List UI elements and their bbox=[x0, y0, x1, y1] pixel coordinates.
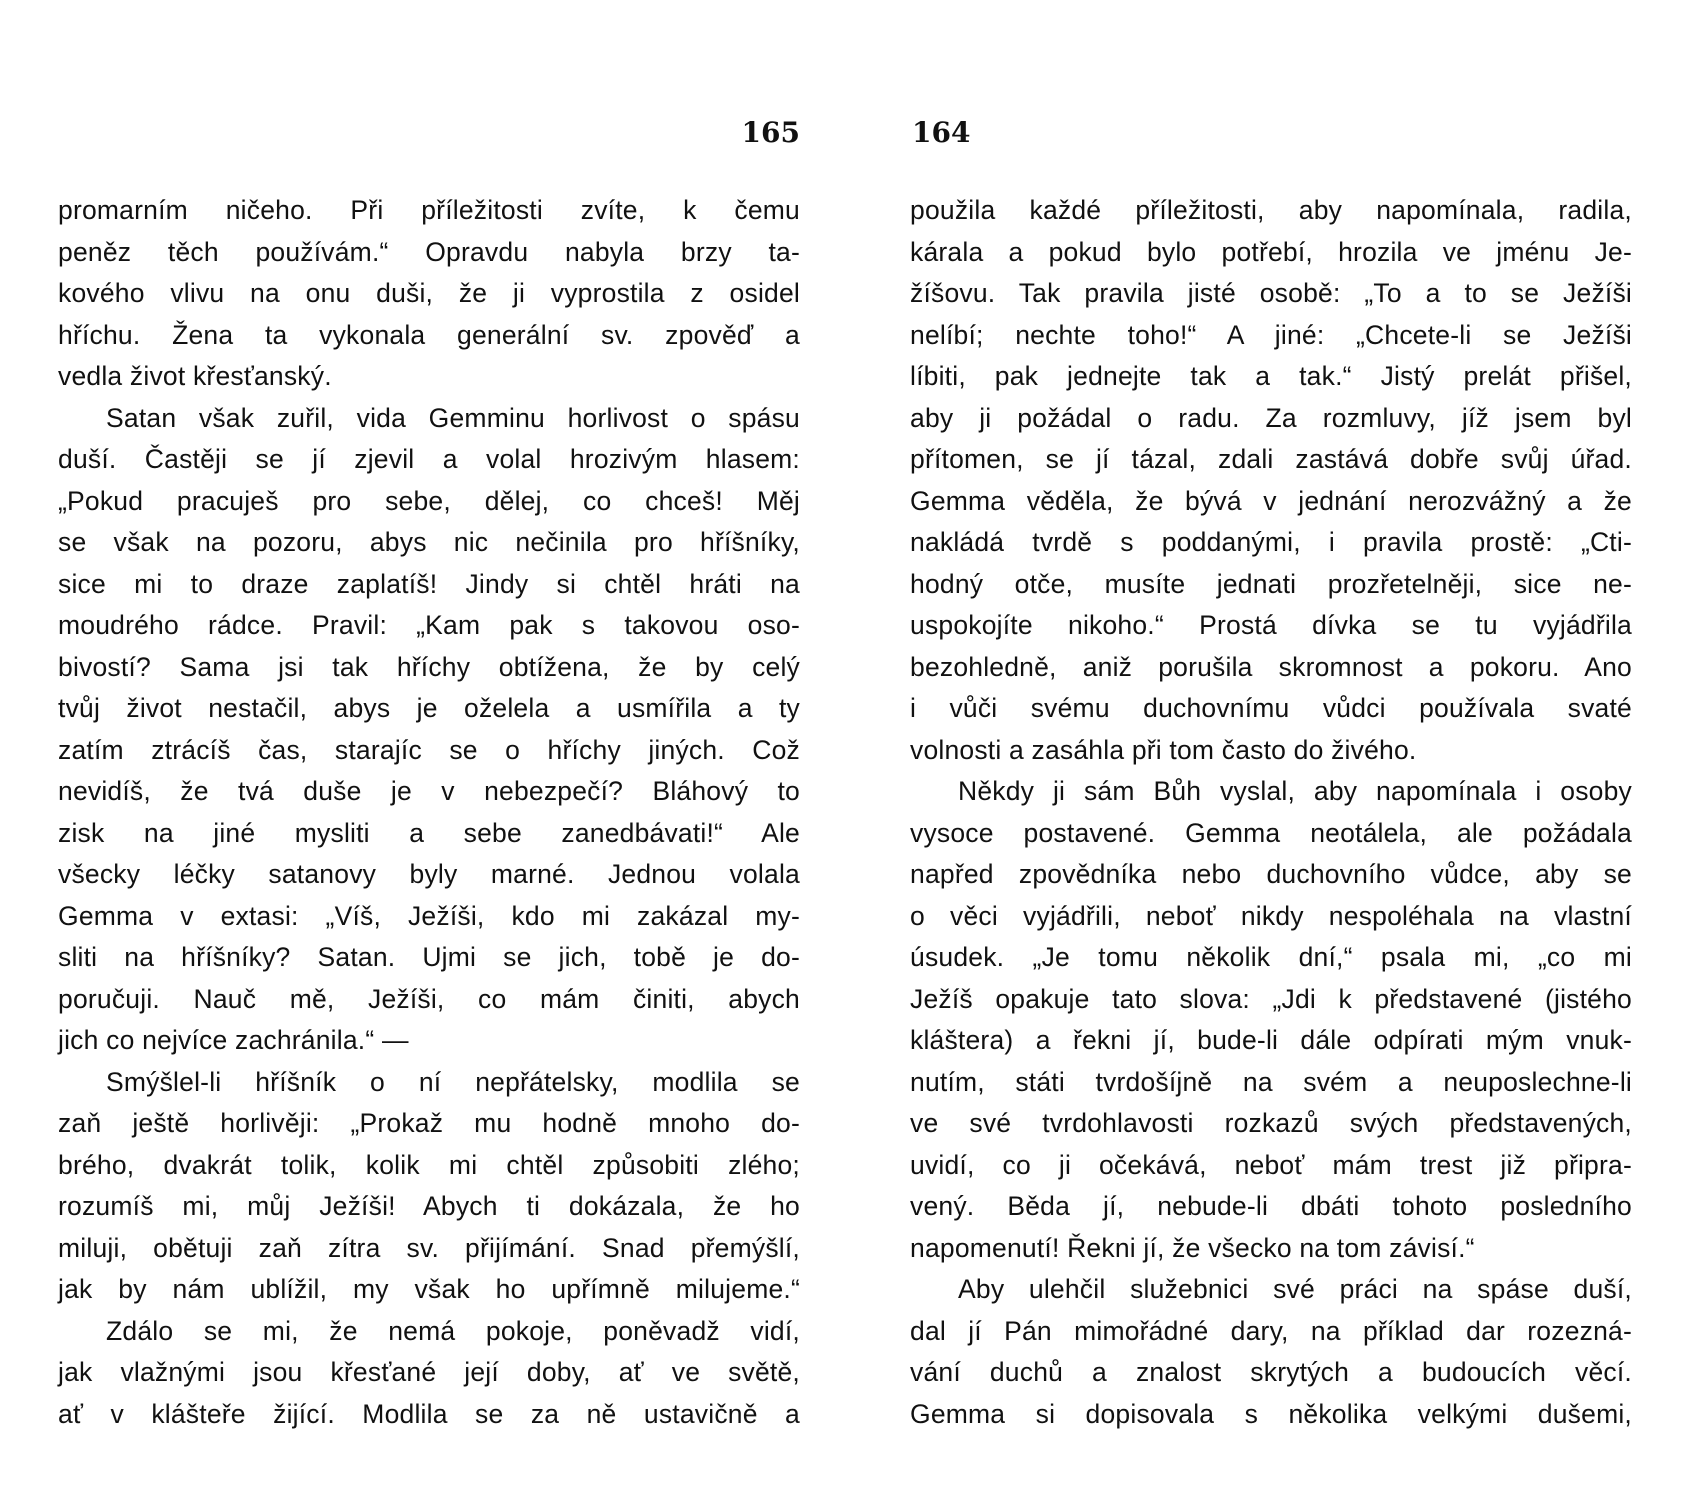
text-line: Někdy ji sám Bůh vyslal, aby napomínala i osoby bbox=[958, 776, 1632, 806]
text-line: zatím ztrácíš čas, starajíc se o hříchy jiných. Což bbox=[58, 734, 800, 765]
text-line: tvůj život nestačil, abys je oželela a usmířila a ty bbox=[58, 693, 800, 723]
text-line: nelíbí; nechte toho!“ A jiné: „Chcete-li se Ježíši bbox=[910, 319, 1632, 350]
text-line: miluji, obětuji zaň zítra sv. přijímání. Snad přemýšlí, bbox=[58, 1232, 800, 1263]
text-line: duší. Častěji se jí zjevil a volal hrozivým hlasem: bbox=[58, 444, 800, 474]
text-line: žíšovu. Tak pravila jisté osobě: „To a to se Ježíši bbox=[910, 278, 1632, 308]
text-line: všecky léčky satanovy byly marné. Jednou volala bbox=[58, 859, 800, 889]
text-line: vený. Běda jí, nebude-li dbáti tohoto posledního bbox=[910, 1191, 1632, 1221]
text-line: i vůči svému duchovnímu vůdci používala svaté bbox=[910, 693, 1632, 723]
text-line: vání duchů a znalost skrytých a budoucích věcí. bbox=[910, 1357, 1632, 1387]
text-line: dal jí Pán mimořádné dary, na příklad dar rozezná- bbox=[910, 1315, 1632, 1346]
text-line: sice mi to draze zaplatíš! Jindy si chtěl hráti na bbox=[58, 568, 800, 599]
text-line: líbiti, pak jednejte tak a tak.“ Jistý prelát přišel, bbox=[910, 361, 1632, 391]
text-line: hodný otče, musíte jednati prozřetelněji, sice ne- bbox=[910, 568, 1632, 599]
text-line: ve své tvrdohlavosti rozkazů svých představených, bbox=[910, 1108, 1632, 1138]
text-line: napřed zpovědníka nebo duchovního vůdce, aby se bbox=[910, 859, 1632, 889]
right-page-text bbox=[910, 190, 1632, 1435]
text-line: napomenutí! Řekni jí, že všecko na tom závisí.“ bbox=[910, 1232, 1475, 1263]
text-line: nakládá tvrdě s poddanými, i pravila prostě: „Cti- bbox=[910, 527, 1632, 557]
text-line: bezohledně, aniž porušila skromnost a pokoru. Ano bbox=[910, 651, 1632, 682]
text-line: „Pokud pracuješ pro sebe, dělej, co chceš! Měj bbox=[58, 485, 800, 516]
text-line: vysoce postavené. Gemma neotálela, ale požádala bbox=[910, 817, 1632, 848]
text-line: zisk na jiné mysliti a sebe zanedbávati!“ Ale bbox=[58, 817, 800, 848]
text-line: jak vlažnými jsou křesťané její doby, ať ve světě, bbox=[58, 1357, 800, 1387]
text-line: uspokojíte nikoho.“ Prostá dívka se tu vyjádřila bbox=[910, 610, 1632, 640]
text-line: Smýšlel-li hříšník o ní nepřátelsky, modlila se bbox=[106, 1066, 800, 1097]
text-line: poručuji. Nauč mě, Ježíši, co mám činiti, abych bbox=[58, 983, 800, 1014]
text-line: Ježíš opakuje tato slova: „Jdi k představené (jistého bbox=[910, 983, 1632, 1014]
text-line: uvidí, co ji očekává, neboť mám trest již připra- bbox=[910, 1149, 1632, 1180]
text-line: jich co nejvíce zachránila.“ — bbox=[58, 1025, 409, 1055]
text-line: ať v klášteře žijící. Modlila se za ně ustavičně a bbox=[58, 1398, 800, 1429]
right-page-number: 164 bbox=[912, 116, 971, 149]
text-line: kárala a pokud bylo potřebí, hrozila ve jménu Je- bbox=[910, 236, 1632, 267]
text-line: rozumíš mi, můj Ježíši! Abych ti dokázala, že ho bbox=[58, 1191, 800, 1221]
text-line: nutím, státi tvrdošíjně na svém a neuposlechne-li bbox=[910, 1066, 1632, 1097]
text-line: Gemma věděla, že bývá v jednání nerozvážný a že bbox=[910, 485, 1632, 516]
text-line: bivostí? Sama jsi tak hříchy obtížena, že by celý bbox=[58, 651, 800, 682]
text-line: volnosti a zasáhla při tom často do živého. bbox=[910, 734, 1417, 765]
text-line: kového vlivu na onu duši, že ji vyprostila z osidel bbox=[58, 278, 800, 308]
text-line: se však na pozoru, abys nic nečinila pro hříšníky, bbox=[58, 527, 800, 557]
text-line: Aby ulehčil služebnici své práci na spáse duší, bbox=[958, 1274, 1632, 1304]
text-line: sliti na hříšníky? Satan. Ujmi se jich, tobě je do- bbox=[58, 942, 800, 972]
text-line: použila každé příležitosti, aby napomínala, radila, bbox=[910, 195, 1632, 225]
text-line: kláštera) a řekni jí, bude-li dále odpírati mým vnuk- bbox=[910, 1025, 1632, 1055]
text-line: promarním ničeho. Při příležitosti zvíte, k čemu bbox=[58, 195, 800, 225]
text-line: aby ji požádal o radu. Za rozmluvy, jíž jsem byl bbox=[910, 402, 1632, 433]
left-page-text bbox=[58, 190, 800, 1435]
text-line: hříchu. Žena ta vykonala generální sv. zpověď a bbox=[58, 319, 800, 350]
text-line: nevidíš, že tvá duše je v nebezpečí? Bláhový to bbox=[58, 776, 800, 806]
text-line: o věci vyjádřili, neboť nikdy nespoléhala na vlastní bbox=[910, 900, 1632, 931]
text-line: peněz těch používám.“ Opravdu nabyla brzy ta- bbox=[58, 236, 800, 267]
text-line: přítomen, se jí tázal, zdali zastává dobře svůj úřad. bbox=[910, 444, 1632, 474]
text-line: zaň ještě horlivěji: „Prokaž mu hodně mnoho do- bbox=[58, 1108, 800, 1138]
text-line: brého, dvakrát tolik, kolik mi chtěl způsobiti zlého; bbox=[58, 1149, 800, 1180]
text-line: vedla život křesťanský. bbox=[58, 361, 332, 391]
text-line: Satan však zuřil, vida Gemminu horlivost o spásu bbox=[106, 402, 800, 433]
left-page-number: 165 bbox=[741, 116, 800, 149]
text-line: Zdálo se mi, že nemá pokoje, poněvadž vidí, bbox=[106, 1315, 800, 1346]
text-line: jak by nám ublížil, my však ho upřímně milujeme.“ bbox=[58, 1274, 800, 1304]
text-line: moudrého rádce. Pravil: „Kam pak s takovou oso- bbox=[58, 610, 800, 640]
text-line: úsudek. „Je tomu několik dní,“ psala mi, „co mi bbox=[910, 942, 1632, 972]
text-line: Gemma v extasi: „Víš, Ježíši, kdo mi zakázal my- bbox=[58, 900, 800, 931]
text-line: Gemma si dopisovala s několika velkými dušemi, bbox=[910, 1398, 1632, 1429]
